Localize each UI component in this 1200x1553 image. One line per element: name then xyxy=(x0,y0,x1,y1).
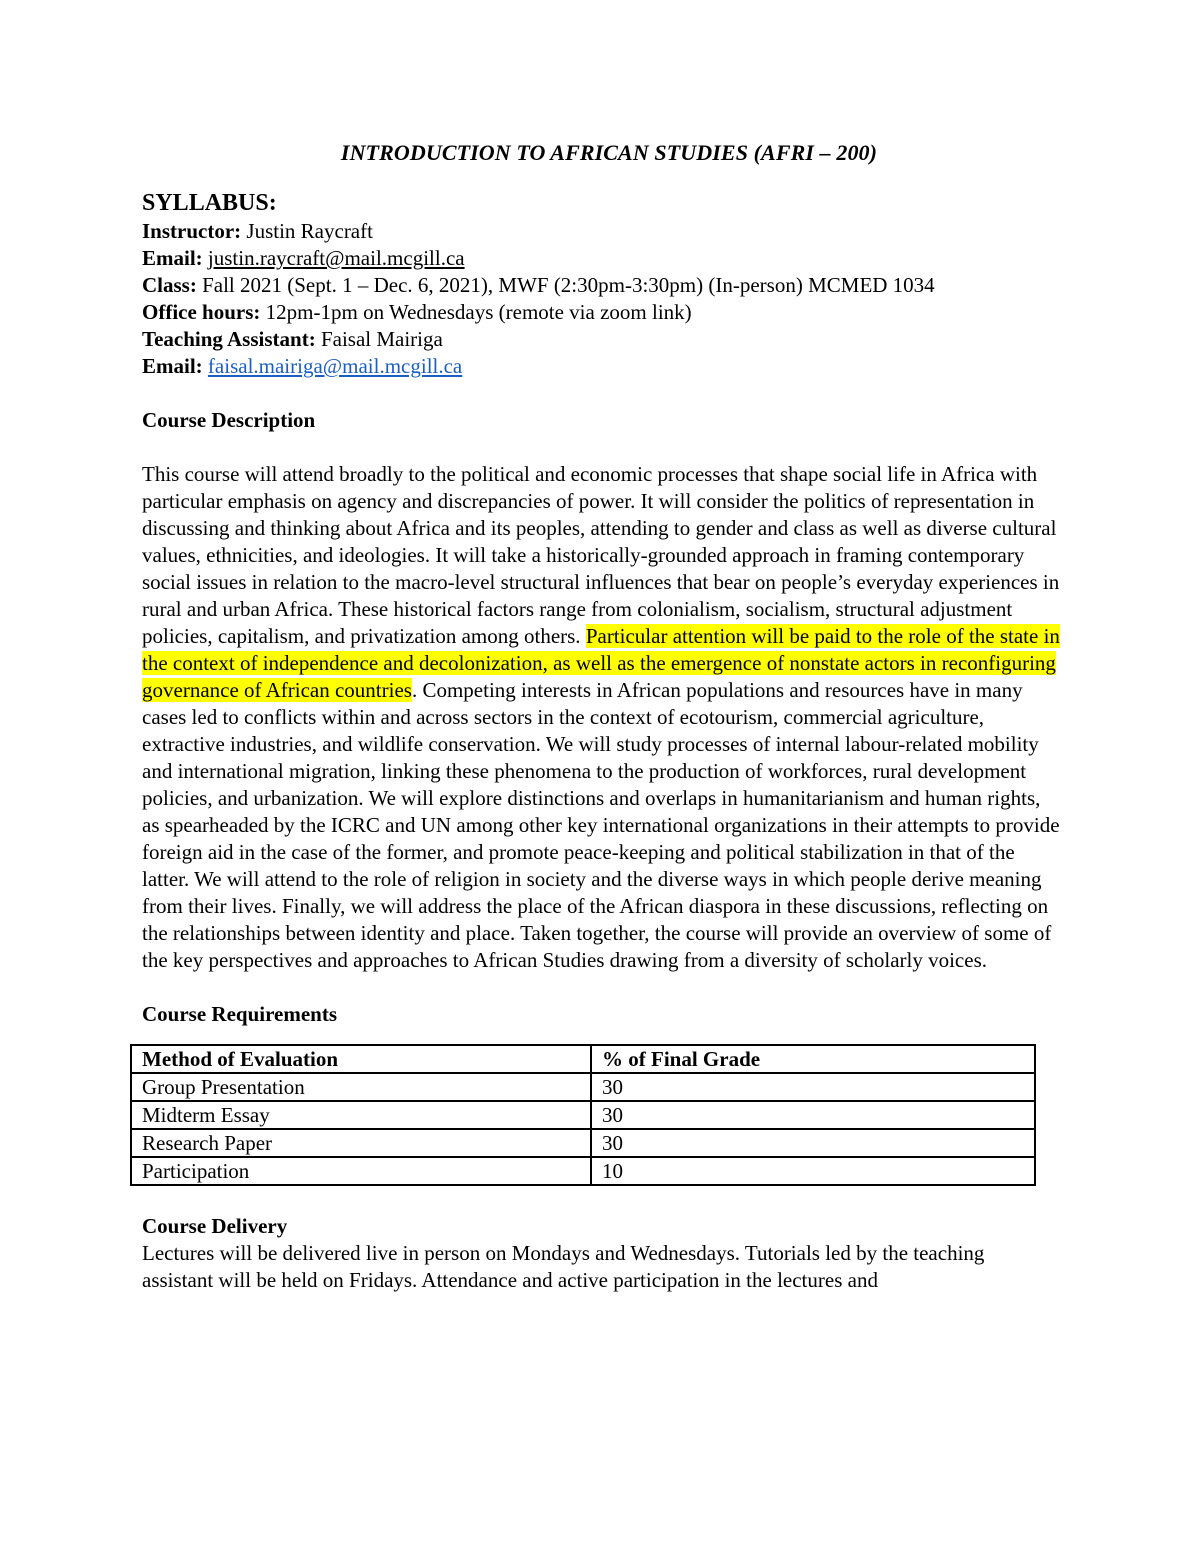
syllabus-label: SYLLABUS: xyxy=(142,190,277,216)
teaching-assistant-label: Teaching Assistant: xyxy=(142,327,316,351)
syllabus-page xyxy=(142,140,1062,1294)
course-requirements-heading: Course Requirements xyxy=(142,1002,338,1026)
course-description-heading: Course Description xyxy=(142,408,316,432)
table-row xyxy=(131,1073,1035,1101)
grade-cell: 30 xyxy=(591,1129,1035,1157)
ta-email-link[interactable]: faisal.mairiga@mail.mcgill.ca xyxy=(207,354,463,378)
course-description-text xyxy=(142,461,1060,974)
column-header-grade: % of Final Grade xyxy=(591,1045,1035,1073)
teaching-assistant-name: Faisal Mairiga xyxy=(320,327,443,351)
column-header-method: Method of Evaluation xyxy=(131,1045,591,1073)
office-hours-value: 12pm-1pm on Wednesdays (remote via zoom link) xyxy=(265,300,692,324)
instructor-email-line xyxy=(142,245,1062,272)
instructor-email-label: Email: xyxy=(142,246,203,270)
description-text-part1: This course will attend broadly to the political and economic processes that shape social life in Africa with particular emphasis on agency and discrepancies of power. It will consider the politics of representation in discussing and thinking about Africa and its peoples, attending to gender and class as well as diverse cultural values, ethnicities, and ideologies. It will take a historically-grounded approach in framing contemporary social issues in relation to the macro-level structural influences that bear on people’s everyday experiences in rural and urban Africa. These historical factors range from colonialism, socialism, structural adjustment policies, capitalism, and privatization among others. xyxy=(142,462,1060,648)
class-details: Fall 2021 (Sept. 1 – Dec. 6, 2021), MWF (2:30pm-3:30pm) (In-person) MCMED 1034 xyxy=(202,273,935,297)
method-cell: Participation xyxy=(131,1157,591,1185)
evaluation-table xyxy=(130,1044,1036,1186)
table-row xyxy=(131,1157,1035,1185)
table-row xyxy=(131,1101,1035,1129)
table-header-row xyxy=(131,1045,1035,1073)
course-delivery-text: Lectures will be delivered live in person on Mondays and Wednesdays. Tutorials led by the teaching assistant will be held on Fridays. Attendance and active participation in the lectures and xyxy=(142,1241,985,1292)
class-line xyxy=(142,272,1062,299)
office-hours-label: Office hours: xyxy=(142,300,261,324)
instructor-name: Justin Raycraft xyxy=(246,219,373,243)
course-delivery-heading: Course Delivery xyxy=(142,1214,288,1238)
instructor-email-link[interactable]: justin.raycraft@mail.mcgill.ca xyxy=(207,246,465,270)
grade-cell: 10 xyxy=(591,1157,1035,1185)
description-highlighted-text: Particular attention will be paid to the role of the state in the context of independence and decolonization, as well as the emergence of nonstate actors in reconfiguring governance of African countries xyxy=(142,624,1060,702)
teaching-assistant-line xyxy=(142,326,1062,353)
instructor-label: Instructor: xyxy=(142,219,242,243)
grade-cell: 30 xyxy=(591,1073,1035,1101)
class-label: Class: xyxy=(142,273,197,297)
ta-email-line xyxy=(142,353,1062,380)
table-row xyxy=(131,1129,1035,1157)
description-text-part2: . Competing interests in African populations and resources have in many cases led to conflicts within and across sectors in the context of ecotourism, commercial agriculture, extractive industries, and wildlife conservation. We will study processes of internal labour-related mobility and international migration, linking these phenomena to the production of workforces, rural development policies, and urbanization. We will explore distinctions and overlaps in humanitarianism and human rights, as spearheaded by the ICRC and UN among other key international organizations in their attempts to provide foreign aid in the case of the former, and promote peace-keeping and political stabilization in that of the latter. We will attend to the role of religion in society and the diverse ways in which people derive meaning from their lives. Finally, we will address the place of the African diaspora in these discussions, reflecting on the relationships between identity and place. Taken together, the course will provide an overview of some of the key perspectives and approaches to African Studies drawing from a diversity of scholarly voices. xyxy=(142,678,1060,972)
ta-email-label: Email: xyxy=(142,354,203,378)
grade-cell: 30 xyxy=(591,1101,1035,1129)
method-cell: Midterm Essay xyxy=(131,1101,591,1129)
instructor-line xyxy=(142,218,1062,245)
method-cell: Research Paper xyxy=(131,1129,591,1157)
method-cell: Group Presentation xyxy=(131,1073,591,1101)
office-hours-line xyxy=(142,299,1062,326)
page-title: INTRODUCTION TO AFRICAN STUDIES (AFRI – 200) xyxy=(340,140,878,165)
